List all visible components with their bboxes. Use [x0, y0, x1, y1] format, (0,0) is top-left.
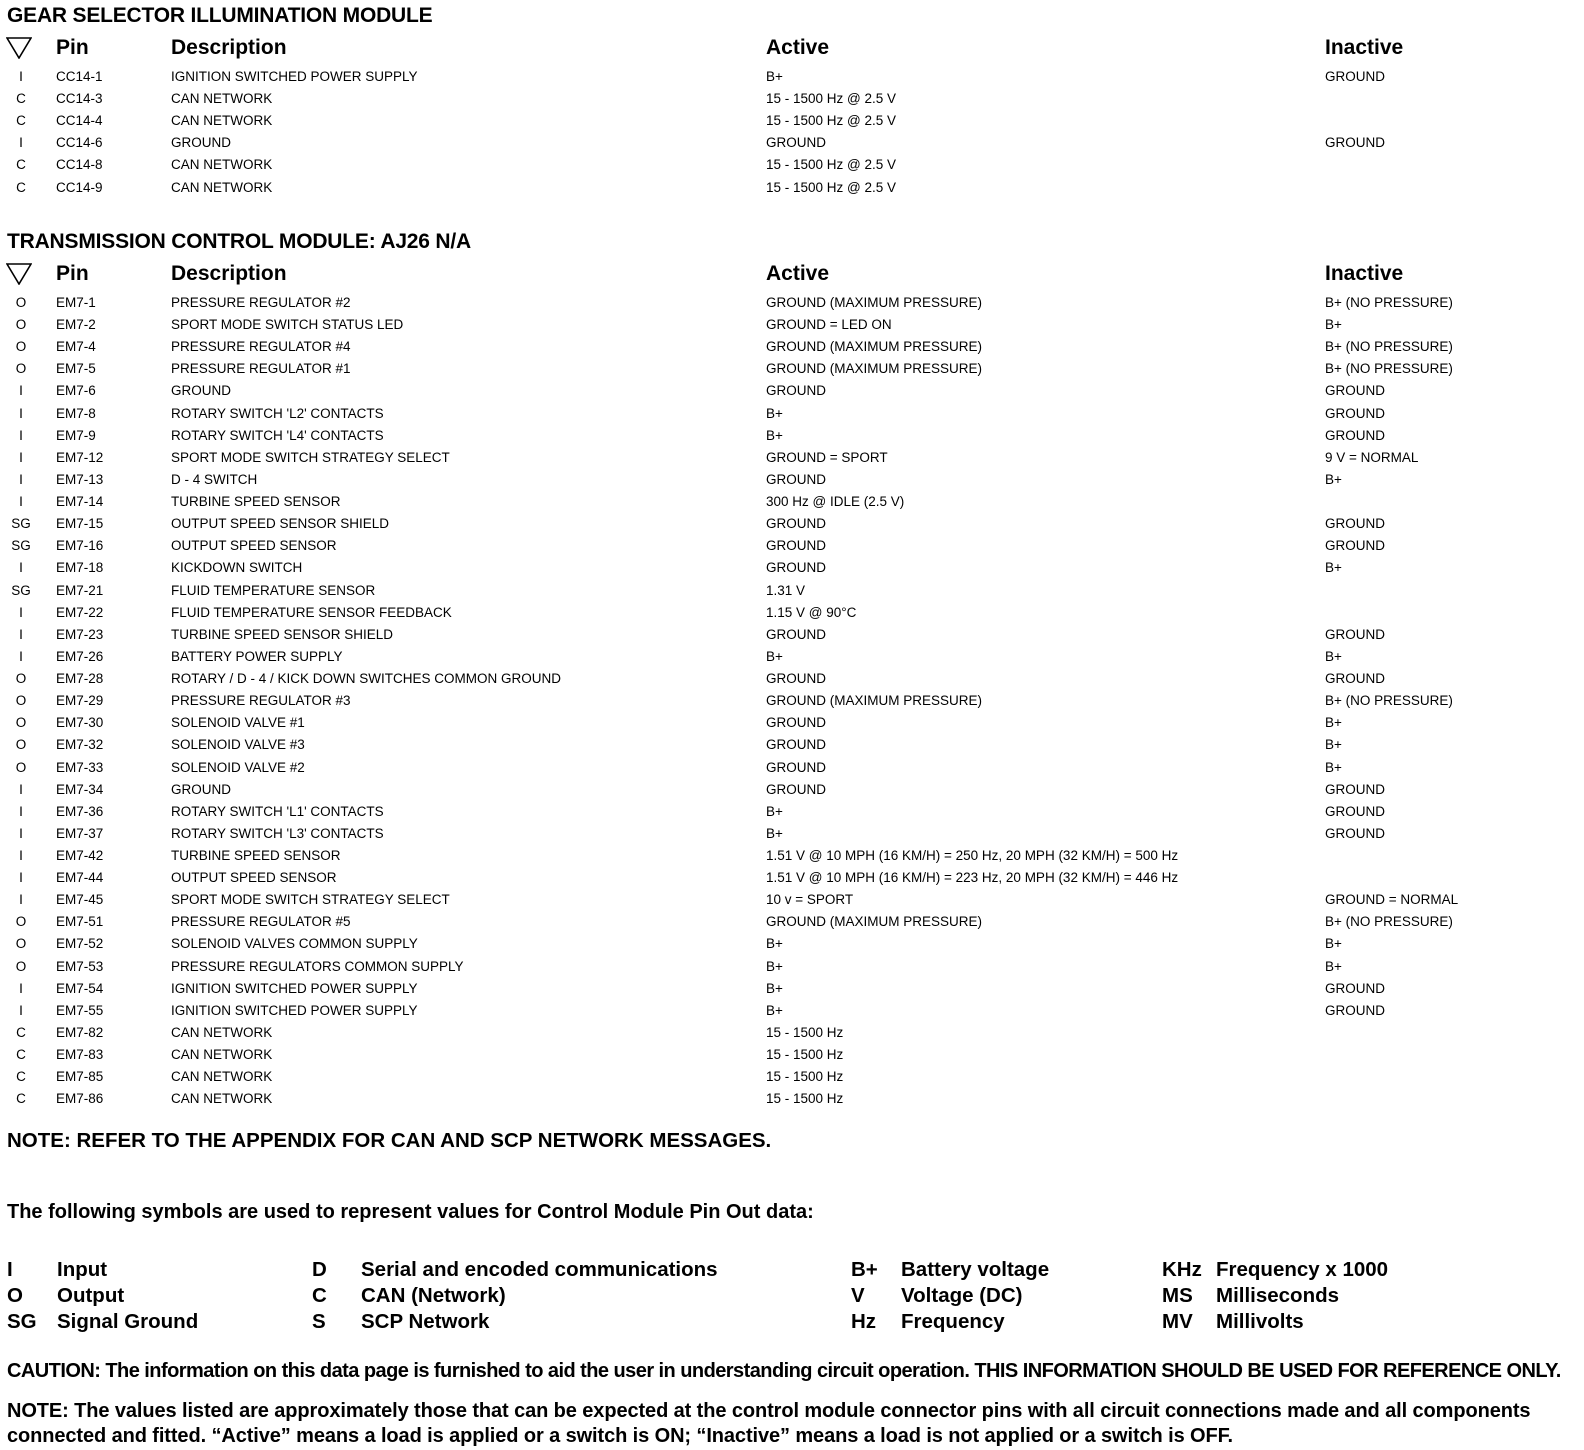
pin-type: O — [15, 317, 27, 333]
pin-type: I — [19, 781, 23, 797]
pin-id: CC14-6 — [56, 135, 103, 151]
pin-id: EM7-83 — [56, 1047, 104, 1063]
pin-description: PRESSURE REGULATOR #1 — [171, 361, 351, 377]
active-value: 15 - 1500 Hz @ 2.5 V — [766, 91, 897, 107]
pin-type: O — [15, 737, 27, 753]
caution-note: CAUTION: The information on this data page is furnished to aid the user in understanding circuit operation. THIS INFORMATION SHOULD BE USED FOR REFERENCE ONLY. — [7, 1360, 1561, 1382]
pin-description: FLUID TEMPERATURE SENSOR — [171, 582, 376, 598]
pin-id: EM7-53 — [56, 958, 104, 974]
pin-id: EM7-82 — [56, 1024, 104, 1040]
pin-id: EM7-4 — [56, 339, 96, 355]
table-row — [0, 380, 1584, 402]
inactive-value: B+ — [1325, 560, 1342, 576]
section-title: GEAR SELECTOR ILLUMINATION MODULE — [7, 4, 433, 27]
table-row — [0, 690, 1584, 712]
pin-description: CAN NETWORK — [171, 1091, 273, 1107]
pin-type: O — [15, 958, 27, 974]
header-inactive: Inactive — [1325, 262, 1404, 285]
pin-id: CC14-8 — [56, 157, 103, 173]
active-value: 1.15 V @ 90°C — [766, 604, 857, 620]
pin-type: O — [15, 693, 27, 709]
table-row — [0, 469, 1584, 491]
pin-id: EM7-52 — [56, 936, 104, 952]
active-value: GROUND — [766, 626, 826, 642]
table-row — [0, 1000, 1584, 1022]
pin-description: SPORT MODE SWITCH STRATEGY SELECT — [171, 892, 450, 908]
legend-symbol: KHz — [1162, 1258, 1202, 1281]
active-value: GROUND — [766, 759, 826, 775]
header-active: Active — [766, 262, 830, 285]
header-pin: Pin — [56, 36, 89, 59]
inactive-value: GROUND — [1325, 427, 1385, 443]
active-value: GROUND = SPORT — [766, 449, 888, 465]
header-description: Description — [171, 36, 287, 59]
table-row — [0, 845, 1584, 867]
pin-id: CC14-9 — [56, 179, 103, 195]
legend-meaning: Millivolts — [1216, 1310, 1304, 1333]
section-title: TRANSMISSION CONTROL MODULE: AJ26 N/A — [7, 230, 471, 253]
legend-symbol: I — [7, 1258, 13, 1281]
pin-type: I — [19, 870, 23, 886]
pin-id: EM7-13 — [56, 471, 104, 487]
table-row — [0, 956, 1584, 978]
legend — [0, 1257, 1584, 1337]
pin-description: CAN NETWORK — [171, 1069, 273, 1085]
pin-type: I — [19, 560, 23, 576]
pin-description: ROTARY SWITCH 'L4' CONTACTS — [171, 427, 384, 443]
pin-description: BATTERY POWER SUPPLY — [171, 648, 343, 664]
pin-type: O — [15, 671, 27, 687]
pin-id: CC14-4 — [56, 113, 103, 129]
pin-type: C — [16, 179, 26, 195]
pin-description: CAN NETWORK — [171, 1024, 273, 1040]
pin-description: PRESSURE REGULATOR #4 — [171, 339, 351, 355]
active-value: GROUND — [766, 383, 826, 399]
legend-symbol: D — [312, 1258, 327, 1281]
pin-type: C — [16, 1069, 26, 1085]
pin-description: FLUID TEMPERATURE SENSOR FEEDBACK — [171, 604, 452, 620]
legend-symbol: V — [851, 1284, 865, 1307]
inactive-value: GROUND — [1325, 516, 1385, 532]
pin-type: O — [15, 295, 27, 310]
legend-meaning: Output — [57, 1284, 125, 1307]
pin-id: EM7-28 — [56, 671, 104, 687]
legend-meaning: Frequency x 1000 — [1216, 1258, 1389, 1281]
active-value: GROUND — [766, 737, 826, 753]
active-value: 15 - 1500 Hz @ 2.5 V — [766, 113, 897, 129]
active-value: GROUND (MAXIMUM PRESSURE) — [766, 693, 983, 709]
table-row — [0, 88, 1584, 110]
active-value: GROUND — [766, 715, 826, 731]
pin-id: EM7-14 — [56, 494, 104, 510]
pin-id: EM7-16 — [56, 538, 104, 554]
table-row — [0, 425, 1584, 447]
active-value: 15 - 1500 Hz @ 2.5 V — [766, 157, 897, 173]
header-active: Active — [766, 36, 830, 59]
table-row — [0, 336, 1584, 358]
pin-type: C — [16, 157, 26, 173]
pin-description: CAN NETWORK — [171, 1047, 273, 1063]
inactive-value: B+ — [1325, 317, 1342, 333]
pin-id: EM7-23 — [56, 626, 104, 642]
table-row — [0, 1088, 1584, 1110]
inactive-value: GROUND — [1325, 405, 1385, 421]
active-value: GROUND = LED ON — [766, 317, 892, 333]
table-row — [0, 535, 1584, 557]
pin-type: O — [15, 361, 27, 377]
table-row — [0, 1044, 1584, 1066]
pin-id: EM7-44 — [56, 870, 104, 886]
pin-id: EM7-15 — [56, 516, 104, 532]
pin-type: I — [19, 494, 23, 510]
legend-meaning: SCP Network — [361, 1310, 490, 1333]
inactive-value: GROUND — [1325, 626, 1385, 642]
pin-id: EM7-42 — [56, 848, 104, 863]
table-row — [0, 1022, 1584, 1044]
pin-id: EM7-51 — [56, 914, 104, 930]
pin-description: GROUND — [171, 383, 231, 399]
pin-type: SG — [11, 538, 31, 554]
inactive-value: GROUND — [1325, 980, 1385, 996]
pin-id: EM7-45 — [56, 892, 104, 908]
table-row — [0, 734, 1584, 756]
active-value: 1.31 V — [766, 582, 806, 598]
pin-type: SG — [11, 582, 31, 598]
pin-id: EM7-85 — [56, 1069, 104, 1085]
inactive-value: GROUND — [1325, 671, 1385, 687]
active-value: B+ — [766, 825, 783, 841]
table-row — [0, 668, 1584, 690]
inactive-value: B+ (NO PRESSURE) — [1325, 693, 1453, 709]
pin-type: C — [16, 1024, 26, 1040]
active-value: GROUND — [766, 471, 826, 487]
table-row — [0, 557, 1584, 579]
inactive-value: GROUND — [1325, 1002, 1385, 1018]
table-row — [0, 646, 1584, 668]
legend-symbol: C — [312, 1284, 327, 1307]
active-value: GROUND — [766, 671, 826, 687]
inactive-value: B+ (NO PRESSURE) — [1325, 295, 1453, 310]
table-row — [0, 292, 1584, 314]
active-value: B+ — [766, 405, 783, 421]
active-value: 15 - 1500 Hz — [766, 1024, 844, 1040]
pin-description: TURBINE SPEED SENSOR — [171, 494, 341, 510]
pin-type: O — [15, 715, 27, 731]
inactive-value: B+ — [1325, 936, 1342, 952]
pin-description: OUTPUT SPEED SENSOR — [171, 870, 337, 886]
legend-symbol: MV — [1162, 1310, 1193, 1333]
pin-description: SPORT MODE SWITCH STRATEGY SELECT — [171, 449, 450, 465]
pin-description: PRESSURE REGULATOR #2 — [171, 295, 351, 310]
header-pin: Pin — [56, 262, 89, 285]
network-note: NOTE: REFER TO THE APPENDIX FOR CAN AND SCP NETWORK MESSAGES. — [7, 1129, 772, 1152]
table-row — [0, 110, 1584, 132]
header-description: Description — [171, 262, 287, 285]
pin-id: EM7-9 — [56, 427, 96, 443]
triangle-icon — [6, 37, 32, 59]
active-value: B+ — [766, 980, 783, 996]
pin-description: SOLENOID VALVES COMMON SUPPLY — [171, 936, 418, 952]
active-value: GROUND — [766, 781, 826, 797]
pin-description: CAN NETWORK — [171, 91, 273, 107]
active-value: GROUND — [766, 560, 826, 576]
pin-type: O — [15, 339, 27, 355]
inactive-value: GROUND — [1325, 803, 1385, 819]
triangle-icon — [6, 263, 32, 285]
pin-type: I — [19, 848, 23, 863]
pin-id: EM7-21 — [56, 582, 104, 598]
pin-description: CAN NETWORK — [171, 179, 273, 195]
table-row — [0, 1066, 1584, 1088]
active-value: B+ — [766, 803, 783, 819]
pin-type: I — [19, 471, 23, 487]
pin-description: D - 4 SWITCH — [171, 471, 258, 487]
active-value: B+ — [766, 1002, 783, 1018]
pin-description: OUTPUT SPEED SENSOR SHIELD — [171, 516, 390, 532]
pin-id: EM7-8 — [56, 405, 96, 421]
table-row — [0, 867, 1584, 889]
pin-type: I — [19, 135, 23, 151]
table-row — [0, 314, 1584, 336]
active-value: 15 - 1500 Hz — [766, 1047, 844, 1063]
inactive-value: B+ (NO PRESSURE) — [1325, 339, 1453, 355]
pin-description: GROUND — [171, 135, 231, 151]
pin-description: SOLENOID VALVE #1 — [171, 715, 305, 731]
pin-id: EM7-86 — [56, 1091, 104, 1107]
pin-description: OUTPUT SPEED SENSOR — [171, 538, 337, 554]
inactive-value: B+ — [1325, 471, 1342, 487]
final-note: NOTE: The values listed are approximately those that can be expected at the control module connector pins with all circuit connections made and all components connected and fitted. “Active” means a load is applied or a switch is ON; “Inactive” means a load is not applied or a switch is OFF. — [7, 1400, 1531, 1447]
pin-description: ROTARY / D - 4 / KICK DOWN SWITCHES COMMON GROUND — [171, 671, 562, 687]
table-row — [0, 889, 1584, 911]
pin-id: EM7-32 — [56, 737, 104, 753]
pin-type: I — [19, 449, 23, 465]
pin-description: SOLENOID VALVE #3 — [171, 737, 305, 753]
inactive-value: B+ — [1325, 648, 1342, 664]
table-row — [0, 911, 1584, 933]
pin-id: EM7-1 — [56, 295, 96, 310]
pin-id: CC14-3 — [56, 91, 103, 107]
table-row — [0, 978, 1584, 1000]
table-row — [0, 513, 1584, 535]
pin-type: C — [16, 113, 26, 129]
pin-type: SG — [11, 516, 31, 532]
active-value: GROUND — [766, 516, 826, 532]
pin-description: CAN NETWORK — [171, 113, 273, 129]
legend-meaning: Frequency — [901, 1310, 1005, 1333]
pin-id: EM7-33 — [56, 759, 104, 775]
pin-description: IGNITION SWITCHED POWER SUPPLY — [171, 980, 418, 996]
table-row — [0, 602, 1584, 624]
active-value: B+ — [766, 958, 783, 974]
table-header — [0, 35, 1584, 63]
active-value: GROUND — [766, 135, 826, 151]
legend-symbol: S — [312, 1310, 326, 1333]
table-row — [0, 801, 1584, 823]
legend-meaning: Serial and encoded communications — [361, 1258, 718, 1281]
active-value: GROUND (MAXIMUM PRESSURE) — [766, 361, 983, 377]
pin-description: IGNITION SWITCHED POWER SUPPLY — [171, 69, 418, 84]
pin-type: I — [19, 648, 23, 664]
table-row — [0, 757, 1584, 779]
legend-meaning: Milliseconds — [1216, 1284, 1340, 1307]
pin-type: O — [15, 914, 27, 930]
pin-id: EM7-54 — [56, 980, 104, 996]
active-value: 10 v = SPORT — [766, 892, 854, 908]
active-value: B+ — [766, 648, 783, 664]
pin-type: I — [19, 383, 23, 399]
table-row — [0, 66, 1584, 88]
pin-id: EM7-12 — [56, 449, 104, 465]
active-value: B+ — [766, 69, 783, 84]
pin-id: EM7-22 — [56, 604, 104, 620]
active-value: 300 Hz @ IDLE (2.5 V) — [766, 494, 905, 510]
inactive-value: GROUND — [1325, 383, 1385, 399]
table-row — [0, 580, 1584, 602]
table-row — [0, 933, 1584, 955]
inactive-value: B+ (NO PRESSURE) — [1325, 361, 1453, 377]
active-value: B+ — [766, 936, 783, 952]
legend-symbol: MS — [1162, 1284, 1193, 1307]
table-header — [0, 261, 1584, 289]
pin-id: EM7-34 — [56, 781, 104, 797]
pin-type: I — [19, 604, 23, 620]
pin-id: EM7-2 — [56, 317, 96, 333]
pin-type: I — [19, 626, 23, 642]
legend-symbol: Hz — [851, 1310, 877, 1333]
legend-intro: The following symbols are used to represent values for Control Module Pin Out data: — [7, 1201, 814, 1223]
legend-meaning: Signal Ground — [57, 1310, 199, 1333]
pin-id: EM7-5 — [56, 361, 96, 377]
pin-description: PRESSURE REGULATOR #5 — [171, 914, 351, 930]
active-value: 1.51 V @ 10 MPH (16 KM/H) = 223 Hz, 20 MPH (32 KM/H) = 446 Hz — [766, 870, 1179, 886]
table-row — [0, 132, 1584, 154]
table-row — [0, 403, 1584, 425]
pin-type: I — [19, 69, 23, 84]
active-value: 15 - 1500 Hz — [766, 1069, 844, 1085]
pin-description: ROTARY SWITCH 'L3' CONTACTS — [171, 825, 384, 841]
active-value: GROUND (MAXIMUM PRESSURE) — [766, 914, 983, 930]
pin-description: IGNITION SWITCHED POWER SUPPLY — [171, 1002, 418, 1018]
legend-symbol: SG — [7, 1310, 37, 1333]
active-value: 1.51 V @ 10 MPH (16 KM/H) = 250 Hz, 20 MPH (32 KM/H) = 500 Hz — [766, 848, 1179, 863]
pin-description: TURBINE SPEED SENSOR — [171, 848, 341, 863]
pin-id: EM7-37 — [56, 825, 104, 841]
pin-id: EM7-55 — [56, 1002, 104, 1018]
table-row — [0, 712, 1584, 734]
active-value: B+ — [766, 427, 783, 443]
inactive-value: B+ — [1325, 958, 1342, 974]
active-value: 15 - 1500 Hz — [766, 1091, 844, 1107]
inactive-value: GROUND — [1325, 69, 1385, 84]
pin-description: SOLENOID VALVE #2 — [171, 759, 305, 775]
table-row — [0, 177, 1584, 199]
pin-description: PRESSURE REGULATOR #3 — [171, 693, 351, 709]
table-row — [0, 779, 1584, 801]
pin-type: I — [19, 405, 23, 421]
active-value: GROUND — [766, 538, 826, 554]
legend-meaning: Input — [57, 1258, 108, 1281]
legend-symbol: O — [7, 1284, 23, 1307]
inactive-value: GROUND — [1325, 825, 1385, 841]
pin-type: I — [19, 803, 23, 819]
pin-type: I — [19, 1002, 23, 1018]
pin-type: I — [19, 825, 23, 841]
header-inactive: Inactive — [1325, 36, 1404, 59]
pin-type: O — [15, 759, 27, 775]
inactive-value: GROUND — [1325, 135, 1385, 151]
pin-id: EM7-29 — [56, 693, 104, 709]
pin-id: EM7-18 — [56, 560, 104, 576]
table-row — [0, 491, 1584, 513]
pin-description: ROTARY SWITCH 'L1' CONTACTS — [171, 803, 384, 819]
pin-type: C — [16, 1047, 26, 1063]
active-value: GROUND (MAXIMUM PRESSURE) — [766, 339, 983, 355]
pin-type: I — [19, 980, 23, 996]
inactive-value: 9 V = NORMAL — [1325, 449, 1419, 465]
legend-meaning: Voltage (DC) — [901, 1284, 1023, 1307]
inactive-value: GROUND — [1325, 538, 1385, 554]
pin-description: GROUND — [171, 781, 231, 797]
pin-id: EM7-26 — [56, 648, 104, 664]
legend-symbol: B+ — [851, 1258, 878, 1281]
pin-type: C — [16, 91, 26, 107]
pin-description: TURBINE SPEED SENSOR SHIELD — [171, 626, 394, 642]
inactive-value: GROUND = NORMAL — [1325, 892, 1459, 908]
active-value: GROUND (MAXIMUM PRESSURE) — [766, 295, 983, 310]
pin-type: I — [19, 427, 23, 443]
pin-id: EM7-36 — [56, 803, 104, 819]
inactive-value: B+ (NO PRESSURE) — [1325, 914, 1453, 930]
legend-meaning: Battery voltage — [901, 1258, 1050, 1281]
legend-meaning: CAN (Network) — [361, 1284, 506, 1307]
pin-type: I — [19, 892, 23, 908]
inactive-value: B+ — [1325, 759, 1342, 775]
pin-id: EM7-6 — [56, 383, 96, 399]
pin-description: PRESSURE REGULATORS COMMON SUPPLY — [171, 958, 464, 974]
pin-description: SPORT MODE SWITCH STATUS LED — [171, 317, 404, 333]
pin-id: CC14-1 — [56, 69, 103, 84]
pin-description: CAN NETWORK — [171, 157, 273, 173]
pin-description: KICKDOWN SWITCH — [171, 560, 303, 576]
inactive-value: GROUND — [1325, 781, 1385, 797]
table-row — [0, 154, 1584, 176]
table-row — [0, 358, 1584, 380]
inactive-value: B+ — [1325, 715, 1342, 731]
pin-id: EM7-30 — [56, 715, 104, 731]
inactive-value: B+ — [1325, 737, 1342, 753]
table-row — [0, 447, 1584, 469]
table-row — [0, 624, 1584, 646]
active-value: 15 - 1500 Hz @ 2.5 V — [766, 179, 897, 195]
table-row — [0, 823, 1584, 845]
pin-type: O — [15, 936, 27, 952]
pin-description: ROTARY SWITCH 'L2' CONTACTS — [171, 405, 384, 421]
pin-type: C — [16, 1091, 26, 1107]
